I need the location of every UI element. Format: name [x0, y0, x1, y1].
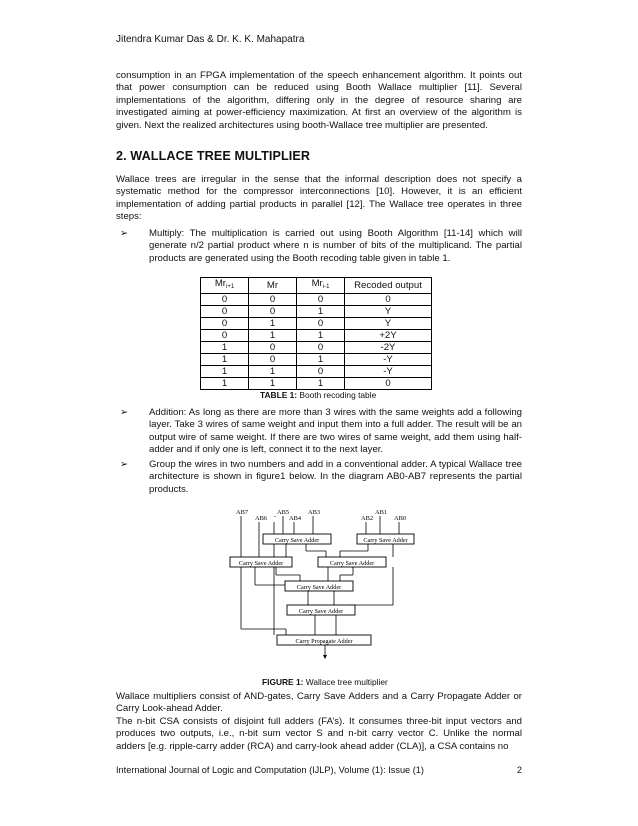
svg-text:Carry Save Adder: Carry Save Adder — [329, 560, 375, 567]
page-number: 2 — [516, 765, 522, 775]
svg-text:Carry Save Adder: Carry Save Adder — [238, 560, 284, 567]
table-row: 0 0 1 Y — [201, 306, 432, 318]
input-label-ab6: AB6 — [255, 515, 268, 522]
bullet-group — [116, 459, 522, 496]
bullet-arrow-icon: ➢ — [120, 459, 129, 470]
section-heading: 2. WALLACE TREE MULTIPLIER — [116, 149, 311, 163]
table-row: 1 0 0 -2Y — [201, 342, 432, 354]
figure-caption: FIGURE 1: Wallace tree multiplier — [262, 677, 388, 687]
bullet-text: Addition: As long as there are more than 3 wires with the same weights add a following layer. Take 3 wires of same weight and input them into a full adder. The result will be an output wire of same weight. If there are two wires of same weight, add them using half-adder and if only one is left, connect it to the next layer. — [149, 407, 522, 456]
running-head: Jitendra Kumar Das & Dr. K. K. Mahapatra — [116, 34, 305, 45]
page-footer — [116, 765, 522, 775]
footer-journal: International Journal of Logic and Computation (IJLP), Volume (1): Issue (1) — [116, 765, 424, 775]
closing-paragraph-1: Wallace multipliers consist of AND-gates, Carry Save Adders and a Carry Propagate Adder or Carry Look-ahead Adder. — [116, 691, 522, 715]
input-labels — [236, 509, 406, 522]
svg-text:Carry Save Adder: Carry Save Adder — [296, 584, 342, 591]
svg-text:Carry Save Adder: Carry Save Adder — [363, 537, 408, 544]
booth-recoding-table — [200, 277, 432, 390]
input-label-ab1: AB1 — [375, 509, 388, 516]
bullet-text: Group the wires in two numbers and add in a conventional adder. A typical Wallace tree architecture is shown in figure1 below. In the diagram AB0-AB7 represents the partial products. — [149, 459, 522, 495]
header-mr-plus: $Mr_{i+1}$ — [201, 278, 249, 294]
table-row: 1 0 1 -Y — [201, 354, 432, 366]
table-row: 1 1 1 0 — [201, 378, 432, 390]
table-row: 0 0 0 0 — [201, 294, 432, 306]
input-label-ab2: AB2 — [361, 515, 374, 522]
bullet-arrow-icon: ➢ — [120, 407, 129, 418]
svg-text:Carry Propagate Adder: Carry Propagate Adder — [295, 638, 353, 645]
header-recoded-output: Recoded output — [345, 278, 432, 294]
bullet-addition — [116, 407, 522, 457]
table-header-row — [201, 278, 432, 294]
svg-text:Carry Save Adder: Carry Save Adder — [274, 537, 320, 544]
input-label-ab0: AB0 — [394, 515, 407, 522]
bullet-arrow-icon: ➢ — [120, 228, 129, 239]
section-paragraph: Wallace trees are irregular in the sense that the informal description does not specify a systematic method for the compressor interconnections [10]. However, it is an efficient implementation of adding partial products in parallel [12]. The Wallace tree operates in three steps: — [116, 174, 522, 223]
header-mr-minus: $Mr_{i-1}$ — [297, 278, 345, 294]
input-label-ab7: AB7 — [236, 509, 249, 516]
header-mr: Mr — [249, 278, 297, 294]
table-caption: TABLE 1: Booth recoding table — [260, 390, 377, 400]
svg-text:Carry Save Adder: Carry Save Adder — [298, 608, 344, 615]
table-row: 0 1 0 Y — [201, 318, 432, 330]
wallace-tree-figure — [228, 505, 418, 661]
intro-paragraph: consumption in an FPGA implementation of the speech enhancement algorithm. It points out that power consumption can be reduced using Booth Wallace multiplier [11]. Several implementations of the algorithm, differing only in the degree of resource sharing are investigated aiming at power-efficiency maximization. At first an overview of the algorithm is given. Next the realized architectures using booth-Wallace tree multiplier are presented. — [116, 70, 522, 131]
wallace-tree-diagram — [228, 505, 418, 661]
input-label-ab4: AB4 — [289, 515, 302, 522]
bullet-text: Multiply: The multiplication is carried out using Booth Algorithm [11-14] which will generate n/2 partial product where n is number of bits of the multiplicand. The partial products are generated using the Booth recoding table given in table 1. — [149, 228, 522, 264]
bullet-multiply — [116, 228, 522, 265]
closing-paragraph-2: The n-bit CSA consists of disjoint full adders (FA’s). It consumes three-bit input vectors and produces two outputs, i.e., n-bit sum vector S and n-bit carry vector C. Unlike the normal adders [e.g. ripple-carry adder (RCA) and carry-look ahead adder (CLA)], a CSA contains no — [116, 716, 522, 752]
arrowheads — [323, 655, 327, 659]
table-row: 1 1 0 -Y — [201, 366, 432, 378]
table-row: 0 1 1 +2Y — [201, 330, 432, 342]
input-label-ab5: AB5 — [277, 509, 290, 516]
input-label-ab3: AB3 — [308, 509, 321, 516]
